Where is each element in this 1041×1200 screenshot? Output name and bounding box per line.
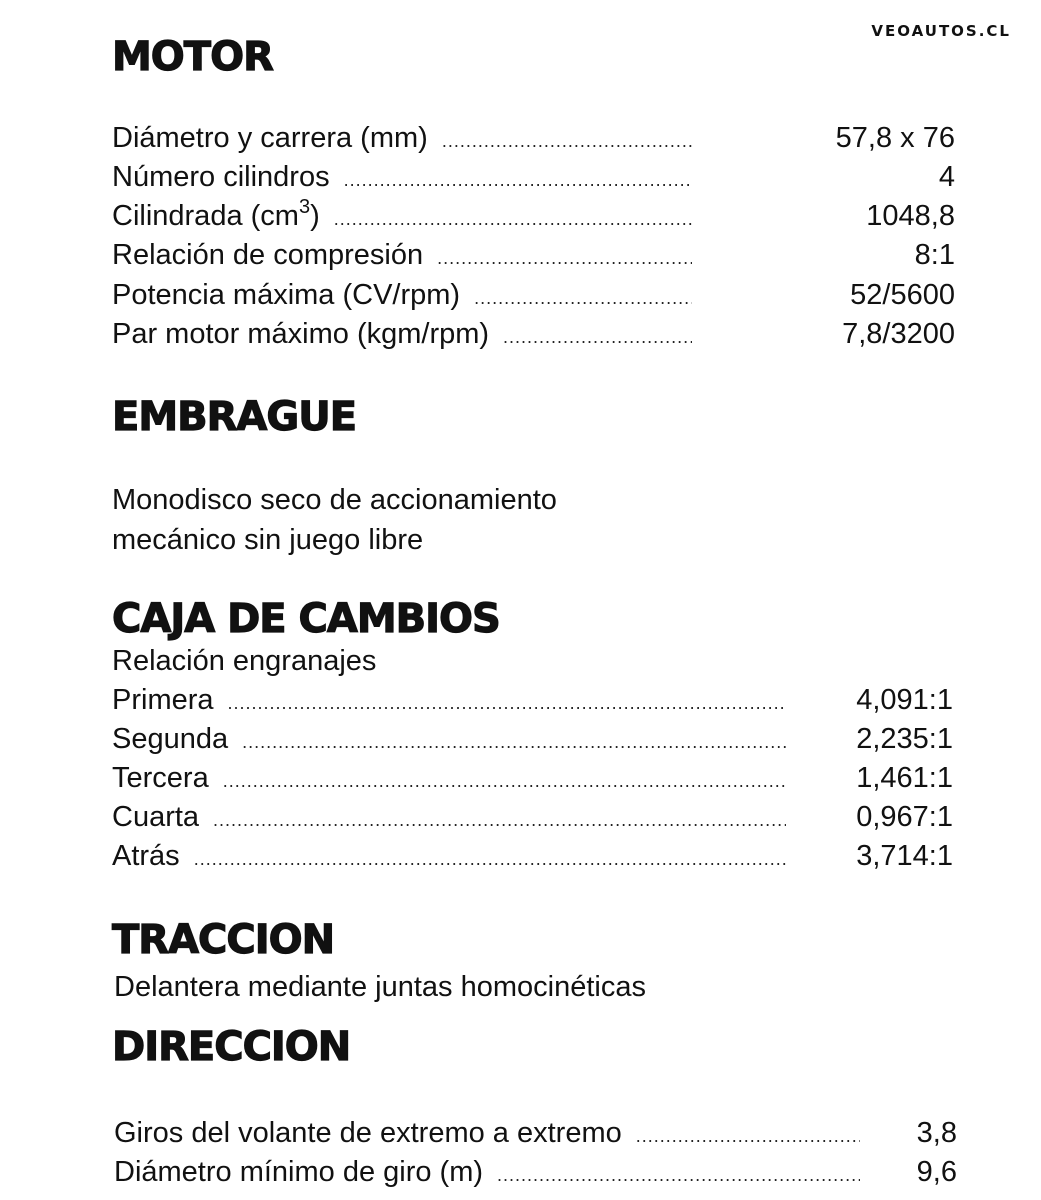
row-label: Primera: [112, 684, 214, 716]
row-label: Diámetro mínimo de giro (m): [114, 1156, 484, 1188]
direccion-row-turning-diameter: [114, 1153, 866, 1194]
row-value: 7,8/3200: [842, 318, 955, 350]
dot-leader: [228, 684, 786, 722]
row-value: 3,8: [916, 1117, 957, 1149]
row-label: Tercera: [112, 762, 209, 794]
dot-leader: [344, 161, 692, 199]
row-value: 1048,8: [866, 200, 955, 232]
dot-leader: [442, 122, 692, 160]
direccion-heading: DIRECCION: [112, 1024, 351, 1070]
dot-leader: [636, 1117, 860, 1155]
direccion-row-turns: [114, 1114, 866, 1155]
motor-row-power: [112, 276, 698, 317]
row-label: Segunda: [112, 723, 229, 755]
row-value: 2,235:1: [856, 723, 953, 755]
motor-row-torque: [112, 315, 698, 356]
motor-row-bore-stroke: [112, 119, 698, 160]
row-value: 57,8 x 76: [835, 122, 955, 154]
embrague-heading: EMBRAGUE: [112, 394, 357, 440]
motor-row-cylinders: [112, 158, 698, 199]
dot-leader: [242, 723, 786, 761]
row-label: Relación de compresión: [112, 239, 424, 271]
caja-row-second: [112, 720, 792, 761]
dot-leader: [497, 1156, 860, 1194]
row-value: 1,461:1: [856, 762, 953, 794]
traccion-heading: TRACCION: [112, 917, 335, 963]
embrague-description: Monodisco seco de accionamiento mecánico sin juego libre: [112, 484, 557, 556]
caja-row-fourth: [112, 798, 792, 839]
row-value: 9,6: [916, 1156, 957, 1188]
caja-row-first: [112, 681, 792, 722]
watermark: VEOAUTOS.CL: [871, 22, 1011, 40]
caja-row-third: [112, 759, 792, 800]
dot-leader: [503, 318, 692, 356]
dot-leader: [437, 239, 692, 277]
caja-row-reverse: [112, 837, 792, 878]
row-label: Giros del volante de extremo a extremo: [114, 1117, 622, 1149]
row-value: 52/5600: [850, 279, 955, 311]
traccion-description: Delantera mediante juntas homocinéticas: [114, 971, 646, 1003]
caja-heading: CAJA DE CAMBIOS: [112, 596, 500, 642]
row-label: Atrás: [112, 840, 180, 872]
row-value: 4: [938, 161, 955, 193]
dot-leader: [474, 279, 692, 317]
row-label: Cilindrada $(cm^3)$: [112, 196, 320, 232]
superscript: 3: [298, 196, 311, 218]
dot-leader: [194, 840, 786, 878]
row-label: Par motor máximo (kgm/rpm): [112, 318, 490, 350]
row-value: 4,091:1: [856, 684, 953, 716]
row-value: 8:1: [914, 239, 955, 271]
dot-leader: [213, 801, 786, 839]
caja-subtitle: Relación engranajes: [112, 645, 377, 677]
motor-row-compression: [112, 236, 698, 277]
row-value: 3,714:1: [856, 840, 953, 872]
dot-leader: [223, 762, 786, 800]
row-value: 0,967:1: [856, 801, 953, 833]
row-label: Cuarta: [112, 801, 200, 833]
row-label: Diámetro y carrera (mm): [112, 122, 428, 154]
dot-leader: [334, 200, 692, 238]
motor-heading: MOTOR: [112, 34, 273, 80]
row-label: Potencia máxima (CV/rpm): [112, 279, 461, 311]
motor-row-displacement: [112, 197, 698, 238]
row-label: Número cilindros: [112, 161, 330, 193]
